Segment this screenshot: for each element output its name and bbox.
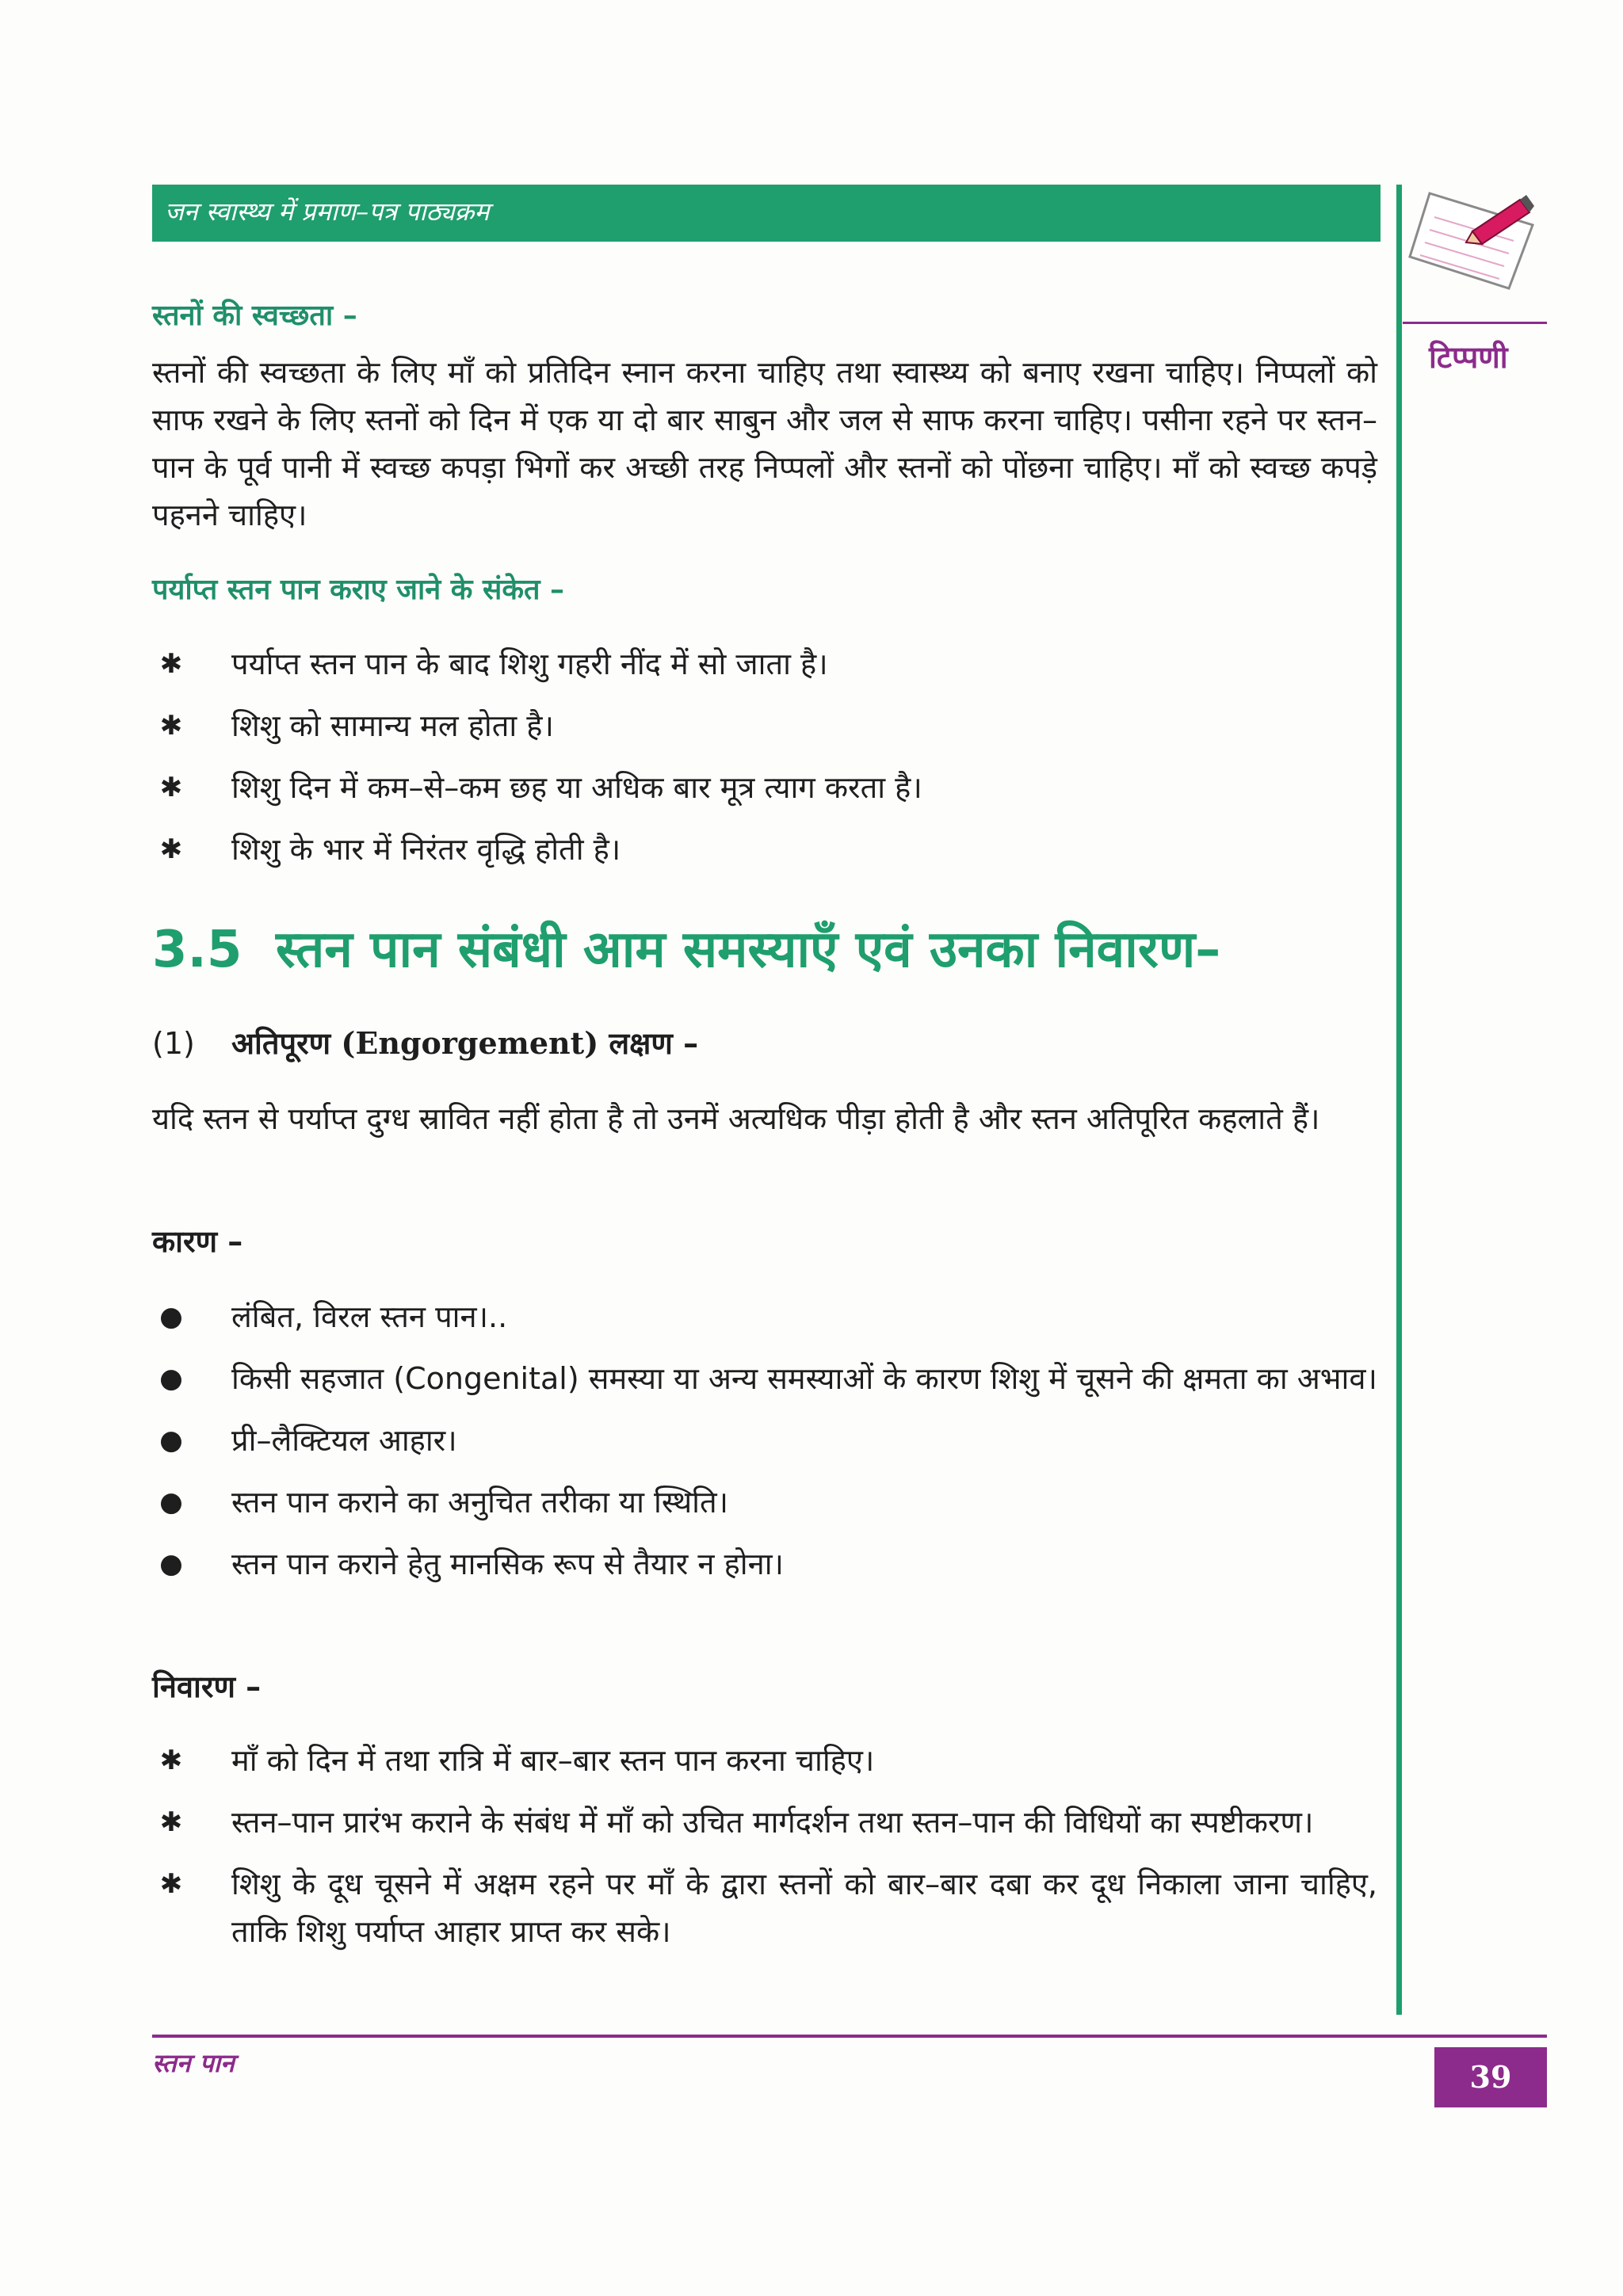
breast-hygiene-heading: स्तनों की स्वच्छता – [152,299,357,332]
list-item: ● स्तन पान कराने का अनुचित तरीका या स्थिति। [152,1478,1377,1526]
note-divider [1403,322,1547,324]
dot-bullet-icon: ● [159,1363,183,1394]
asterisk-bullet-icon: ✱ [159,1806,183,1838]
page-number: 39 [1434,2047,1547,2107]
section-number: 3.5 [152,921,242,979]
list-item: ✱ शिशु के दूध चूसने में अक्षम रहने पर माँ के द्वारा स्तनों को बार–बार दबा कर दूध निकाला जाना चाहिए, ताकि शिशु पर्याप्त आहार प्राप्त कर सके। [152,1860,1377,1955]
engorgement-paragraph: यदि स्तन से पर्याप्त दुग्ध स्रावित नहीं होता है तो उनमें अत्यधिक पीड़ा होती है और स्तन अतिपूरित कहलाते हैं। [152,1101,1320,1136]
list-item: ✱ पर्याप्त स्तन पान के बाद शिशु गहरी नींद में सो जाता है। [152,640,1377,688]
signs-list [152,640,1377,887]
dot-bullet-icon: ● [159,1486,183,1518]
dot-bullet-icon: ● [159,1548,183,1580]
section-heading [152,913,1220,982]
margin-rule [1396,185,1402,2015]
asterisk-bullet-icon: ✱ [159,1745,183,1776]
prevention-heading: निवारण – [152,1669,262,1704]
asterisk-bullet-icon: ✱ [159,710,183,742]
header-band [152,185,1381,242]
footer-rule [152,2035,1547,2038]
causes-heading: कारण – [152,1224,243,1259]
section-title: स्तन पान संबंधी आम समस्याएँ एवं उनका निवारण– [276,921,1221,979]
list-item: ● लंबित, विरल स्तन पान।.. [152,1293,1377,1341]
signs-heading: पर्याप्त स्तन पान कराए जाने के संकेत – [152,573,565,606]
list-item: ✱ शिशु के भार में निरंतर वृद्धि होती है। [152,826,1377,873]
asterisk-bullet-icon: ✱ [159,772,183,803]
list-item: ✱ शिशु को सामान्य मल होता है। [152,702,1377,749]
prevention-list [152,1737,1377,1970]
list-item: ✱ स्तन–पान प्रारंभ कराने के संबंध में माँ को उचित मार्गदर्शन तथा स्तन–पान की विधियों का स्पष्टीकरण। [152,1798,1377,1846]
asterisk-bullet-icon: ✱ [159,648,183,680]
course-title: जन स्वास्थ्य में प्रमाण–पत्र पाठ्यक्रम [165,196,490,227]
notepad-pencil-icon [1403,177,1537,296]
list-item: ● किसी सहजात (Congenital) समस्या या अन्य समस्याओं के कारण शिशु में चूसने की क्षमता का अभाव। [152,1355,1377,1402]
footer-chapter-title: स्तन पान [152,2048,235,2078]
asterisk-bullet-icon: ✱ [159,1868,183,1900]
dot-bullet-icon: ● [159,1301,183,1333]
item-number: (1) [152,1026,195,1061]
list-item: ✱ शिशु दिन में कम–से–कम छह या अधिक बार मूत्र त्याग करता है। [152,764,1377,811]
note-label: टिप्पणी [1429,340,1508,375]
list-item: ● प्री–लैक्टियल आहार। [152,1417,1377,1464]
breast-hygiene-paragraph: स्तनों की स्वच्छता के लिए माँ को प्रतिदिन स्नान करना चाहिए तथा स्वास्थ्य को बनाए रखना चाहिए। निप्पलों को साफ रखने के लिए स्तनों को दिन में एक या दो बार साबुन और जल से साफ करना चाहिए। पसीना रहने पर स्तन–पान के पूर्व पानी में स्वच्छ कपड़ा भिगों कर अच्छी तरह निप्पलों और स्तनों को पोंछना चाहिए। माँ को स्वच्छ कपड़े पहनने चाहिए। [152,355,1377,532]
asterisk-bullet-icon: ✱ [159,833,183,865]
list-item: ● स्तन पान कराने हेतु मानसिक रूप से तैयार न होना। [152,1540,1377,1588]
engorgement-heading: (1) अतिपूरण (Engorgement) लक्षण – [152,1025,699,1061]
dot-bullet-icon: ● [159,1425,183,1456]
causes-list [152,1293,1377,1602]
list-item: ✱ माँ को दिन में तथा रात्रि में बार–बार स्तन पान करना चाहिए। [152,1737,1377,1784]
